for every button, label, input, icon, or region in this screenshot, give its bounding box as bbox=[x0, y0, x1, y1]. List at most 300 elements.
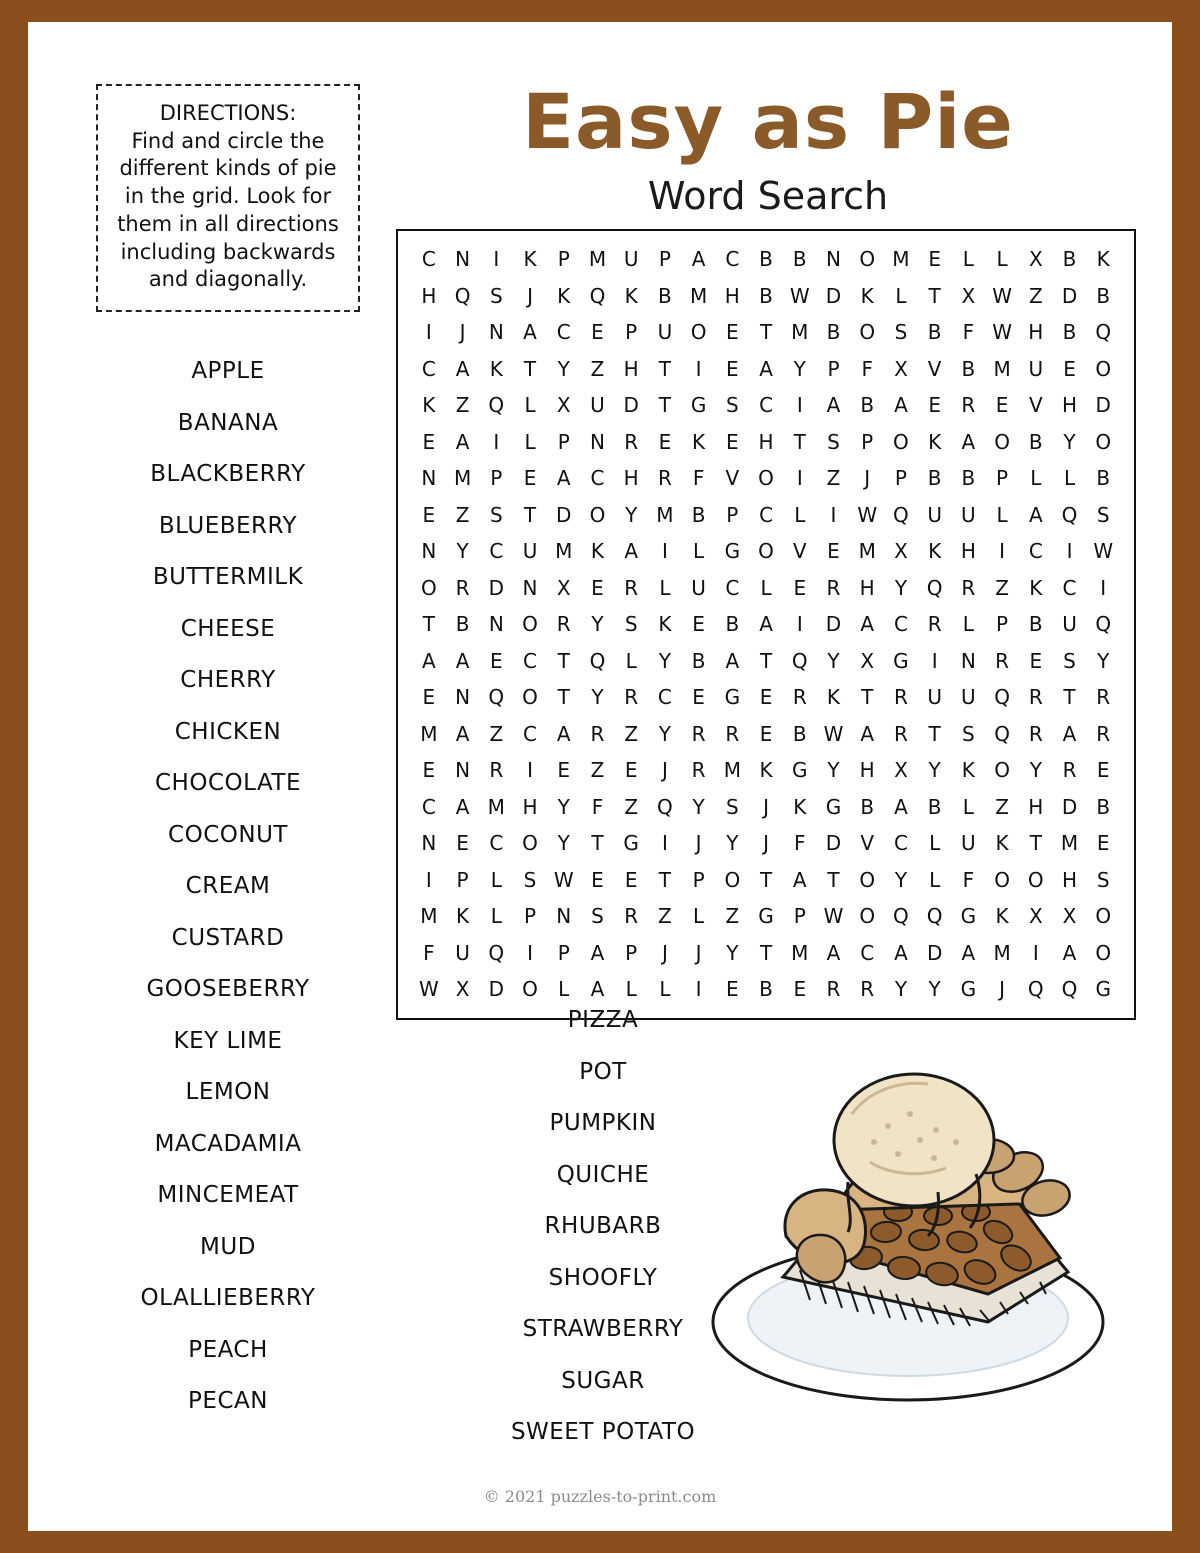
grid-cell: C bbox=[657, 685, 672, 709]
grid-cell: A bbox=[894, 794, 908, 819]
grid-cell: W bbox=[418, 977, 439, 1001]
grid-cell: M bbox=[453, 466, 472, 490]
grid-cell: R bbox=[792, 685, 807, 709]
grid-cell: Q bbox=[1095, 320, 1112, 344]
grid-cell: Z bbox=[489, 721, 504, 746]
grid-cell: Q bbox=[1061, 502, 1078, 527]
grid-cell: N bbox=[522, 575, 538, 600]
grid-cell: R bbox=[489, 758, 504, 782]
word-list-item: RHUBARB bbox=[544, 1213, 662, 1239]
grid-cell: Y bbox=[658, 648, 671, 673]
grid-cell: K bbox=[1029, 575, 1043, 600]
grid-cell: C bbox=[759, 502, 774, 527]
word-search-grid bbox=[396, 229, 1136, 1020]
grid-cell: D bbox=[825, 831, 842, 855]
grid-cell: G bbox=[825, 794, 842, 819]
grid-cell: Q bbox=[893, 904, 909, 928]
grid-cell: D bbox=[623, 393, 639, 417]
grid-cell: V bbox=[792, 539, 807, 563]
grid-row bbox=[404, 460, 1128, 497]
grid-row bbox=[404, 497, 1128, 534]
grid-cell: B bbox=[1062, 320, 1077, 344]
grid-cell: B bbox=[759, 283, 773, 308]
grid-cell: C bbox=[421, 247, 436, 271]
grid-cell: P bbox=[456, 867, 469, 892]
grid-cell: W bbox=[992, 320, 1012, 344]
grid-cell: P bbox=[827, 356, 840, 381]
grid-cell: Q bbox=[1061, 977, 1078, 1001]
grid-cell: Y bbox=[1063, 429, 1076, 454]
grid-cell: O bbox=[522, 685, 538, 709]
grid-cell: B bbox=[927, 794, 942, 819]
grid-cell: F bbox=[861, 356, 873, 381]
word-list-item: BLUEBERRY bbox=[158, 512, 298, 539]
grid-cell: M bbox=[588, 247, 607, 271]
grid-cell: R bbox=[624, 904, 639, 928]
grid-cell: G bbox=[1095, 977, 1111, 1001]
grid-cell: W bbox=[823, 904, 844, 928]
grid-cell: I bbox=[493, 429, 500, 454]
grid-cell: T bbox=[827, 867, 840, 892]
grid-cell: T bbox=[523, 356, 537, 381]
grid-cell: B bbox=[759, 247, 773, 271]
grid-cell: N bbox=[556, 904, 572, 928]
grid-cell: B bbox=[1028, 429, 1043, 454]
grid-cell: R bbox=[590, 721, 605, 746]
grid-cell: H bbox=[1061, 393, 1078, 417]
grid-cell: N bbox=[421, 539, 437, 563]
grid-cell: Y bbox=[557, 356, 570, 381]
grid-cell: C bbox=[1028, 539, 1043, 563]
grid-cell: G bbox=[690, 393, 707, 417]
grid-cell: E bbox=[591, 867, 604, 892]
grid-cell: E bbox=[591, 575, 604, 600]
grid-cell: L bbox=[524, 429, 536, 454]
grid-cell: T bbox=[759, 940, 773, 965]
grid-cell: K bbox=[1096, 247, 1110, 271]
grid-cell: L bbox=[962, 794, 974, 819]
grid-cell: Y bbox=[793, 356, 806, 381]
word-list-item: BANANA bbox=[177, 409, 279, 436]
grid-row bbox=[404, 825, 1128, 862]
grid-cell: D bbox=[488, 575, 504, 600]
grid-cell: X bbox=[556, 393, 571, 417]
grid-cell: P bbox=[490, 466, 503, 490]
grid-cell: T bbox=[1063, 685, 1076, 709]
word-list-item: SUGAR bbox=[561, 1367, 645, 1394]
grid-cell: U bbox=[590, 393, 605, 417]
grid-cell: T bbox=[759, 320, 773, 344]
grid-cell: X bbox=[1028, 247, 1043, 271]
grid-cell: Y bbox=[726, 940, 739, 965]
grid-cell: W bbox=[553, 867, 574, 892]
grid-cell: B bbox=[961, 356, 976, 381]
grid-cell: I bbox=[830, 502, 837, 527]
grid-cell: A bbox=[455, 356, 470, 381]
grid-cell: E bbox=[928, 393, 941, 417]
grid-cell: T bbox=[523, 502, 537, 527]
grid-cell: J bbox=[763, 831, 769, 855]
grid-cell: T bbox=[793, 429, 806, 454]
grid-cell: Y bbox=[658, 721, 671, 746]
grid-cell: A bbox=[691, 247, 706, 271]
grid-cell: D bbox=[556, 502, 572, 527]
grid-cell: B bbox=[792, 247, 807, 271]
grid-row bbox=[404, 387, 1128, 424]
grid-cell: O bbox=[994, 429, 1010, 454]
grid-cell: H bbox=[421, 283, 437, 308]
grid-cell: R bbox=[961, 575, 976, 600]
grid-cell: B bbox=[1096, 794, 1111, 819]
grid-cell: Z bbox=[995, 575, 1009, 600]
grid-cell: O bbox=[522, 977, 538, 1001]
grid-cell: A bbox=[1062, 721, 1077, 746]
grid-cell: X bbox=[894, 356, 908, 381]
grid-cell: B bbox=[860, 794, 875, 819]
grid-cell: K bbox=[995, 904, 1009, 928]
grid-cell: T bbox=[759, 867, 773, 892]
grid-cell: E bbox=[489, 648, 503, 673]
grid-cell: D bbox=[926, 940, 943, 965]
grid-cell: X bbox=[961, 283, 976, 308]
grid-cell: N bbox=[488, 612, 504, 636]
grid-cell: Q bbox=[589, 283, 606, 308]
grid-cell: E bbox=[726, 356, 739, 381]
grid-cell: C bbox=[1062, 575, 1077, 600]
grid-row bbox=[404, 314, 1128, 351]
grid-cell: Y bbox=[928, 977, 941, 1001]
grid-cell: L bbox=[693, 904, 705, 928]
grid-cell: L bbox=[524, 393, 536, 417]
word-list-item: CHERRY bbox=[180, 667, 276, 694]
grid-cell: M bbox=[723, 758, 741, 782]
grid-cell: I bbox=[999, 539, 1006, 563]
grid-cell: O bbox=[1027, 867, 1044, 892]
grid-cell: B bbox=[860, 393, 875, 417]
word-list-item: OLALLIEBERRY bbox=[140, 1285, 316, 1312]
grid-cell: M bbox=[993, 356, 1011, 381]
grid-cell: X bbox=[1062, 904, 1077, 928]
grid-cell: R bbox=[624, 429, 639, 454]
word-list-item: BLACKBERRY bbox=[150, 461, 306, 488]
grid-cell: L bbox=[625, 977, 637, 1001]
grid-cell: Q bbox=[488, 940, 505, 965]
grid-cell: L bbox=[625, 648, 637, 673]
grid-cell: C bbox=[893, 831, 908, 855]
grid-cell: L bbox=[490, 904, 502, 928]
grid-cell: L bbox=[962, 612, 974, 636]
grid-cell: A bbox=[556, 721, 571, 746]
grid-cell: F bbox=[962, 867, 975, 892]
grid-cell: K bbox=[489, 356, 503, 381]
grid-cell: O bbox=[994, 867, 1010, 892]
grid-cell: A bbox=[624, 539, 639, 563]
grid-cell: I bbox=[796, 612, 803, 636]
grid-cell: I bbox=[695, 977, 702, 1001]
grid-cell: E bbox=[1029, 648, 1043, 673]
grid-cell: R bbox=[860, 977, 875, 1001]
grid-cell: E bbox=[692, 612, 705, 636]
grid-cell: R bbox=[826, 575, 841, 600]
grid-cell: H bbox=[1028, 320, 1044, 344]
grid-cell: R bbox=[657, 466, 672, 490]
grid-cell: K bbox=[590, 539, 605, 563]
word-list-item: STRAWBERRY bbox=[522, 1316, 684, 1342]
grid-row bbox=[404, 679, 1128, 716]
grid-cell: L bbox=[1030, 466, 1042, 490]
grid-cell: L bbox=[760, 575, 772, 600]
grid-cell: E bbox=[692, 685, 705, 709]
grid-row bbox=[404, 278, 1128, 315]
grid-cell: I bbox=[425, 867, 432, 892]
grid-cell: Y bbox=[692, 794, 705, 819]
grid-cell: S bbox=[523, 867, 537, 892]
grid-cell: E bbox=[456, 831, 469, 855]
grid-cell: F bbox=[423, 940, 435, 965]
grid-cell: A bbox=[1028, 502, 1043, 527]
grid-cell: J bbox=[695, 940, 702, 965]
grid-cell: C bbox=[860, 940, 875, 965]
grid-cell: E bbox=[422, 685, 436, 709]
grid-cell: D bbox=[825, 612, 842, 636]
grid-cell: Y bbox=[557, 831, 570, 855]
page-subtitle: Word Search bbox=[647, 174, 889, 218]
grid-cell: A bbox=[455, 794, 470, 819]
grid-cell: C bbox=[759, 393, 774, 417]
grid-cell: S bbox=[725, 794, 739, 819]
grid-cell: W bbox=[992, 283, 1012, 308]
directions-text: Find and circle the different kinds of pie in the grid. Look for them in all directions including backwards and diagonally. bbox=[117, 128, 339, 292]
grid-cell: B bbox=[691, 648, 706, 673]
grid-cell: C bbox=[725, 247, 740, 271]
grid-cell: N bbox=[826, 247, 841, 271]
grid-cell: H bbox=[724, 283, 740, 308]
grid-cell: R bbox=[691, 721, 706, 746]
grid-cell: U bbox=[522, 539, 538, 563]
grid-cell: O bbox=[1095, 904, 1112, 928]
grid-cell: U bbox=[961, 502, 976, 527]
grid-cell: I bbox=[661, 539, 668, 563]
grid-row bbox=[404, 606, 1128, 643]
grid-cell: L bbox=[693, 539, 705, 563]
grid-cell: J bbox=[527, 283, 533, 308]
grid-cell: F bbox=[962, 320, 975, 344]
grid-cell: S bbox=[624, 612, 638, 636]
grid-cell: M bbox=[555, 539, 573, 563]
grid-cell: J bbox=[999, 977, 1006, 1001]
grid-cell: K bbox=[995, 831, 1009, 855]
grid-cell: Q bbox=[589, 648, 606, 673]
grid-cell: U bbox=[961, 831, 976, 855]
grid-cell: C bbox=[556, 320, 571, 344]
grid-cell: K bbox=[557, 283, 571, 308]
word-list-item: SWEET POTATO bbox=[510, 1419, 696, 1445]
page-title: Easy as Pie bbox=[522, 77, 1014, 166]
grid-cell: K bbox=[928, 429, 942, 454]
grid-cell: E bbox=[658, 429, 672, 454]
word-list-left bbox=[78, 358, 378, 1414]
grid-cell: Q bbox=[488, 685, 505, 709]
grid-cell: Q bbox=[657, 794, 673, 819]
grid-cell: A bbox=[759, 612, 773, 636]
grid-cell: N bbox=[455, 685, 471, 709]
grid-cell: N bbox=[488, 320, 504, 344]
grid-row bbox=[404, 716, 1128, 753]
grid-cell: P bbox=[894, 466, 907, 490]
grid-row bbox=[404, 570, 1128, 607]
grid-cell: U bbox=[1062, 612, 1077, 636]
grid-cell: J bbox=[661, 940, 668, 965]
grid-cell: W bbox=[823, 721, 844, 746]
grid-cell: P bbox=[625, 940, 638, 965]
word-list-item: CREAM bbox=[185, 873, 271, 900]
grid-cell: M bbox=[420, 904, 438, 928]
grid-cell: R bbox=[1096, 685, 1111, 709]
grid-cell: E bbox=[591, 320, 604, 344]
grid-cell: A bbox=[455, 721, 470, 746]
grid-cell: E bbox=[827, 539, 840, 563]
grid-cell: X bbox=[455, 977, 470, 1001]
grid-cell: B bbox=[792, 721, 807, 746]
grid-cell: P bbox=[557, 429, 570, 454]
grid-cell: J bbox=[661, 758, 668, 782]
grid-cell: O bbox=[420, 575, 437, 600]
grid-cell: P bbox=[557, 247, 570, 271]
grid-cell: O bbox=[859, 247, 876, 271]
grid-cell: N bbox=[455, 758, 471, 782]
grid-cell: V bbox=[725, 466, 740, 490]
grid-cell: Z bbox=[590, 356, 605, 381]
grid-cell: T bbox=[591, 831, 604, 855]
word-list-item: MINCEMEAT bbox=[157, 1182, 299, 1209]
grid-cell: E bbox=[422, 502, 436, 527]
grid-cell: A bbox=[894, 940, 908, 965]
word-list-item: PIZZA bbox=[567, 1007, 639, 1033]
grid-cell: E bbox=[726, 320, 739, 344]
grid-cell: H bbox=[1028, 794, 1044, 819]
grid-cell: R bbox=[455, 575, 470, 600]
grid-cell: A bbox=[860, 612, 875, 636]
grid-cell: Z bbox=[455, 393, 470, 417]
grid-cell: M bbox=[656, 502, 674, 527]
grid-cell: K bbox=[759, 758, 773, 782]
grid-cell: E bbox=[793, 977, 807, 1001]
grid-cell: P bbox=[658, 247, 671, 271]
grid-cell: R bbox=[961, 393, 976, 417]
grid-cell: E bbox=[759, 721, 773, 746]
grid-cell: T bbox=[928, 721, 941, 746]
grid-row bbox=[404, 241, 1128, 278]
word-list-item: APPLE bbox=[191, 358, 265, 385]
grid-row bbox=[404, 752, 1128, 789]
grid-cell: P bbox=[726, 502, 739, 527]
grid-cell: M bbox=[487, 794, 505, 819]
grid-cell: G bbox=[960, 977, 977, 1001]
grid-cell: M bbox=[1060, 831, 1079, 855]
grid-cell: V bbox=[1028, 393, 1043, 417]
grid-cell: L bbox=[996, 247, 1008, 271]
grid-cell: O bbox=[1095, 940, 1112, 965]
grid-cell: O bbox=[724, 867, 741, 892]
grid-cell: Z bbox=[826, 466, 841, 490]
grid-cell: M bbox=[993, 940, 1011, 965]
grid-cell: K bbox=[692, 429, 706, 454]
grid-cell: H bbox=[1061, 867, 1078, 892]
grid-cell: Z bbox=[624, 721, 639, 746]
grid-cell: B bbox=[826, 320, 841, 344]
grid-cell: Q bbox=[926, 904, 943, 928]
grid-cell: E bbox=[1096, 831, 1110, 855]
grid-cell: P bbox=[625, 320, 638, 344]
grid-cell: B bbox=[658, 283, 672, 308]
grid-cell: S bbox=[1096, 867, 1110, 892]
grid-cell: Q bbox=[926, 575, 943, 600]
grid-cell: R bbox=[624, 685, 639, 709]
grid-row bbox=[404, 533, 1128, 570]
copyright-footer: © 2021 puzzles-to-print.com bbox=[483, 1487, 717, 1506]
grid-cell: D bbox=[1061, 794, 1078, 819]
grid-cell: U bbox=[927, 502, 942, 527]
grid-cell: A bbox=[826, 393, 841, 417]
grid-cell: F bbox=[591, 794, 604, 819]
grid-cell: B bbox=[725, 612, 740, 636]
grid-cell: B bbox=[691, 502, 706, 527]
grid-cell: M bbox=[892, 247, 910, 271]
grid-cell: S bbox=[962, 721, 975, 746]
grid-cell: R bbox=[1096, 721, 1111, 746]
word-list-item: KEY LIME bbox=[173, 1027, 283, 1054]
grid-cell: D bbox=[488, 977, 504, 1001]
grid-cell: H bbox=[758, 429, 774, 454]
grid-row bbox=[404, 898, 1128, 935]
grid-cell: O bbox=[859, 904, 876, 928]
grid-cell: A bbox=[422, 648, 436, 673]
grid-cell: U bbox=[623, 247, 639, 271]
grid-cell: W bbox=[789, 283, 810, 308]
grid-cell: J bbox=[763, 794, 769, 819]
grid-cell: I bbox=[931, 648, 938, 673]
grid-cell: I bbox=[527, 758, 533, 782]
grid-cell: E bbox=[557, 758, 571, 782]
grid-cell: I bbox=[796, 393, 803, 417]
word-list-item: CUSTARD bbox=[171, 924, 285, 951]
grid-cell: X bbox=[1028, 904, 1043, 928]
grid-cell: T bbox=[658, 867, 671, 892]
grid-cell: K bbox=[523, 247, 537, 271]
grid-cell: L bbox=[895, 283, 907, 308]
directions-label: DIRECTIONS: bbox=[159, 101, 297, 125]
grid-cell: R bbox=[927, 612, 942, 636]
grid-cell: Y bbox=[928, 758, 941, 782]
grid-row bbox=[404, 643, 1128, 680]
grid-cell: R bbox=[725, 721, 740, 746]
grid-cell: B bbox=[1096, 283, 1111, 308]
word-list-item: CHEESE bbox=[180, 615, 276, 642]
grid-cell: O bbox=[893, 429, 909, 454]
grid-cell: R bbox=[624, 575, 639, 600]
grid-cell: C bbox=[421, 356, 436, 381]
grid-cell: B bbox=[927, 320, 942, 344]
grid-cell: X bbox=[894, 758, 908, 782]
grid-cell: D bbox=[1061, 283, 1078, 308]
grid-cell: G bbox=[724, 539, 741, 563]
grid-cell: H bbox=[522, 794, 538, 819]
grid-cell: I bbox=[1032, 940, 1039, 965]
grid-cell: P bbox=[793, 904, 806, 928]
grid-cell: M bbox=[791, 320, 809, 344]
grid-cell: U bbox=[455, 940, 470, 965]
grid-cell: O bbox=[522, 831, 538, 855]
